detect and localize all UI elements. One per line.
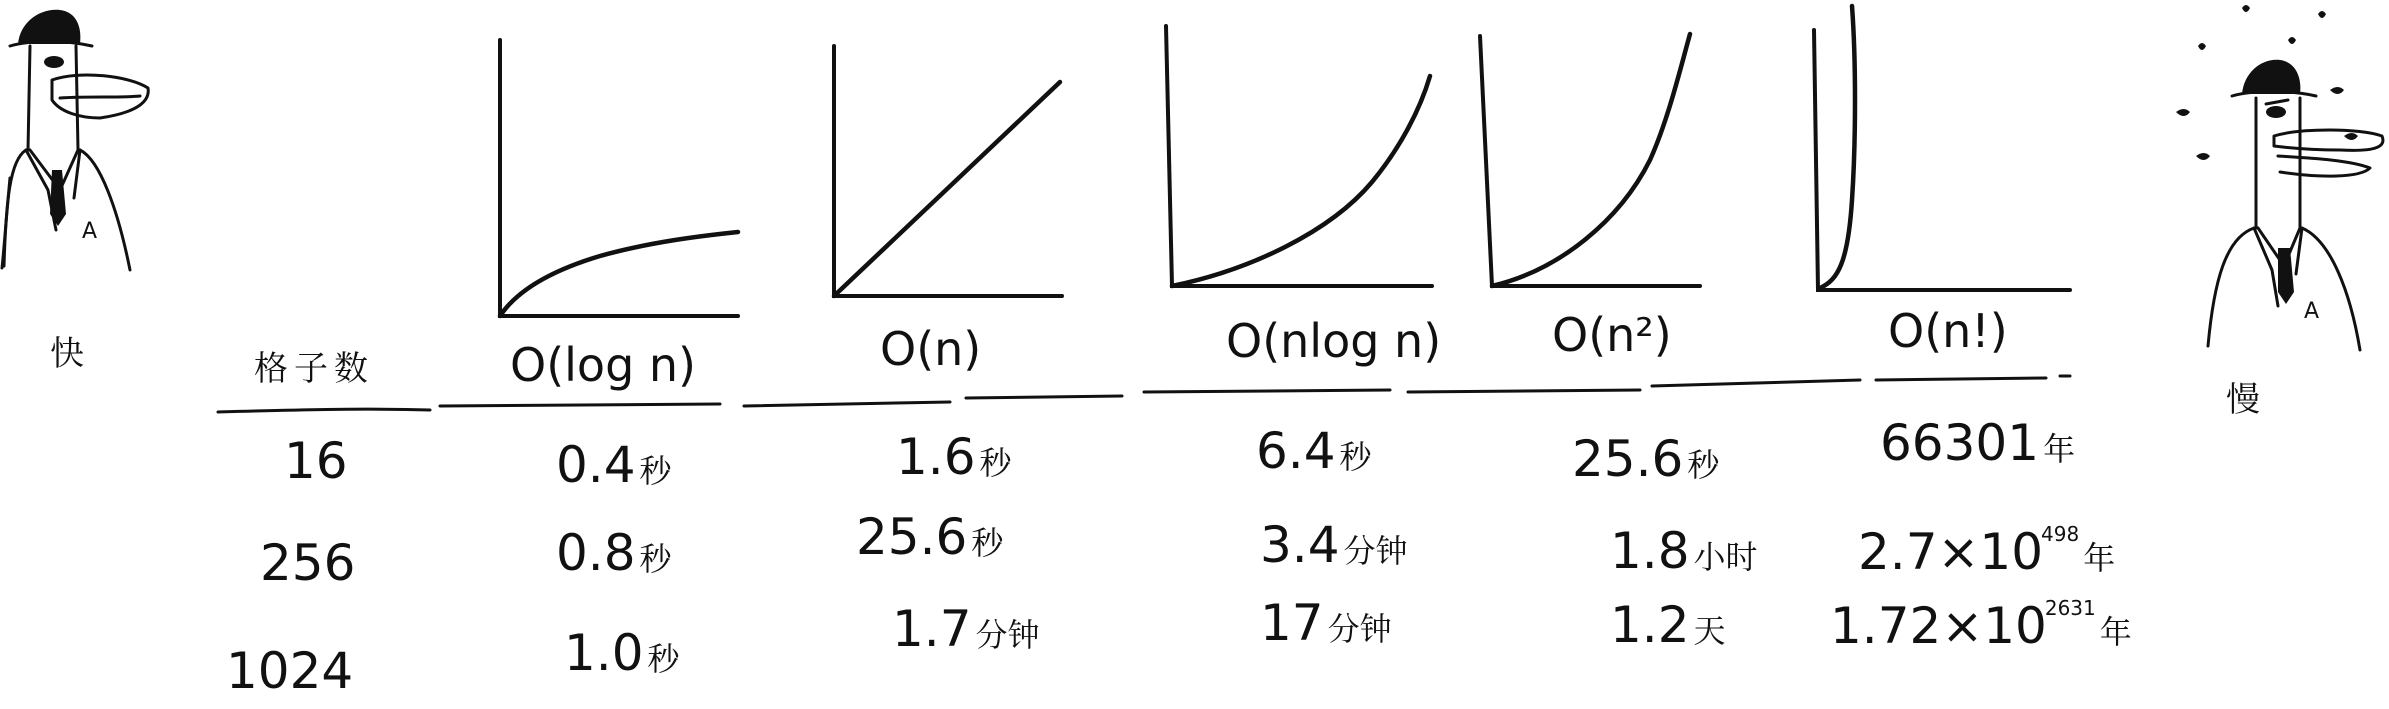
- cell-unit: 分钟: [975, 616, 1040, 654]
- cell-unit: 年: [2099, 613, 2132, 651]
- cell-value: 25.6: [856, 508, 968, 566]
- cell-unit: 秒: [1339, 438, 1372, 476]
- cell-value: 1.6: [896, 428, 976, 486]
- table-cell: [856, 508, 1004, 566]
- cell-unit: 小时: [1693, 538, 1758, 576]
- cell-value: 3.4: [1260, 516, 1340, 574]
- table-cell: [1572, 430, 1720, 488]
- graph-quadratic: [1480, 34, 1700, 286]
- header-rule: [218, 376, 2070, 412]
- cell-unit: 分钟: [1327, 610, 1392, 648]
- cell-unit: 天: [1693, 612, 1726, 650]
- graph-nlogn: [1166, 26, 1432, 286]
- table-cell: [1880, 414, 2076, 472]
- table-cell: [1260, 516, 1408, 574]
- cell-value: 2.7×10: [1858, 523, 2044, 581]
- cell-value: 6.4: [1256, 422, 1336, 480]
- calm-duck-character-icon: [2, 10, 148, 270]
- complexity-log-header: O(log n): [510, 338, 696, 392]
- cell-unit: 秒: [979, 444, 1012, 482]
- row-n-value: 256: [260, 534, 356, 592]
- fast-label: 快: [50, 334, 84, 374]
- cell-unit: 年: [2043, 430, 2076, 468]
- grid-count-header: 格子数: [254, 349, 374, 389]
- cell-unit: 分钟: [1343, 532, 1408, 570]
- table-cell: [1610, 522, 1758, 580]
- cell-value: 17: [1260, 594, 1324, 652]
- table-cell: [564, 624, 680, 682]
- graph-linear: [834, 46, 1062, 296]
- row-n-value: 16: [284, 432, 348, 490]
- table-cell: [1830, 596, 2132, 655]
- cell-value: 1.72×10: [1830, 597, 2047, 655]
- table-cell: [1256, 422, 1372, 480]
- table-cell: [892, 600, 1040, 658]
- table-cell: [896, 428, 1012, 486]
- complexity-quadratic-header: O(n²): [1552, 308, 1672, 362]
- cell-unit: 秒: [639, 452, 672, 490]
- sweating-duck-character-icon: [2176, 5, 2383, 350]
- cell-value: 0.4: [556, 436, 636, 494]
- svg-text:A: A: [82, 219, 98, 244]
- graph-factorial: [1814, 6, 2070, 290]
- table-cell: [1260, 594, 1392, 652]
- row-n-value: 1024: [226, 642, 354, 700]
- complexity-nlogn-header: O(nlog n): [1226, 314, 1442, 368]
- slow-label: 慢: [2226, 380, 2260, 420]
- cell-value: 1.2: [1610, 596, 1690, 654]
- cell-value: 1.7: [892, 600, 972, 658]
- table-cell: [1610, 596, 1726, 654]
- cell-value: 25.6: [1572, 430, 1684, 488]
- cell-value: 66301: [1880, 414, 2040, 472]
- cell-exponent: 2631: [2044, 596, 2096, 620]
- cell-unit: 秒: [639, 540, 672, 578]
- table-cell: [556, 436, 672, 494]
- cell-unit: 秒: [1687, 446, 1720, 484]
- complexity-factorial-header: O(n!): [1888, 304, 2008, 358]
- cell-exponent: 498: [2041, 522, 2080, 546]
- cell-value: 1.8: [1610, 522, 1690, 580]
- cell-unit: 秒: [647, 640, 680, 678]
- svg-text:A: A: [2304, 299, 2320, 324]
- cell-value: 1.0: [564, 624, 644, 682]
- complexity-linear-header: O(n): [880, 322, 982, 376]
- table-cell: [556, 524, 672, 582]
- cell-unit: 秒: [971, 524, 1004, 562]
- graph-log: [500, 40, 738, 316]
- cell-value: 0.8: [556, 524, 636, 582]
- cell-unit: 年: [2083, 539, 2116, 577]
- table-cell: [1858, 522, 2116, 581]
